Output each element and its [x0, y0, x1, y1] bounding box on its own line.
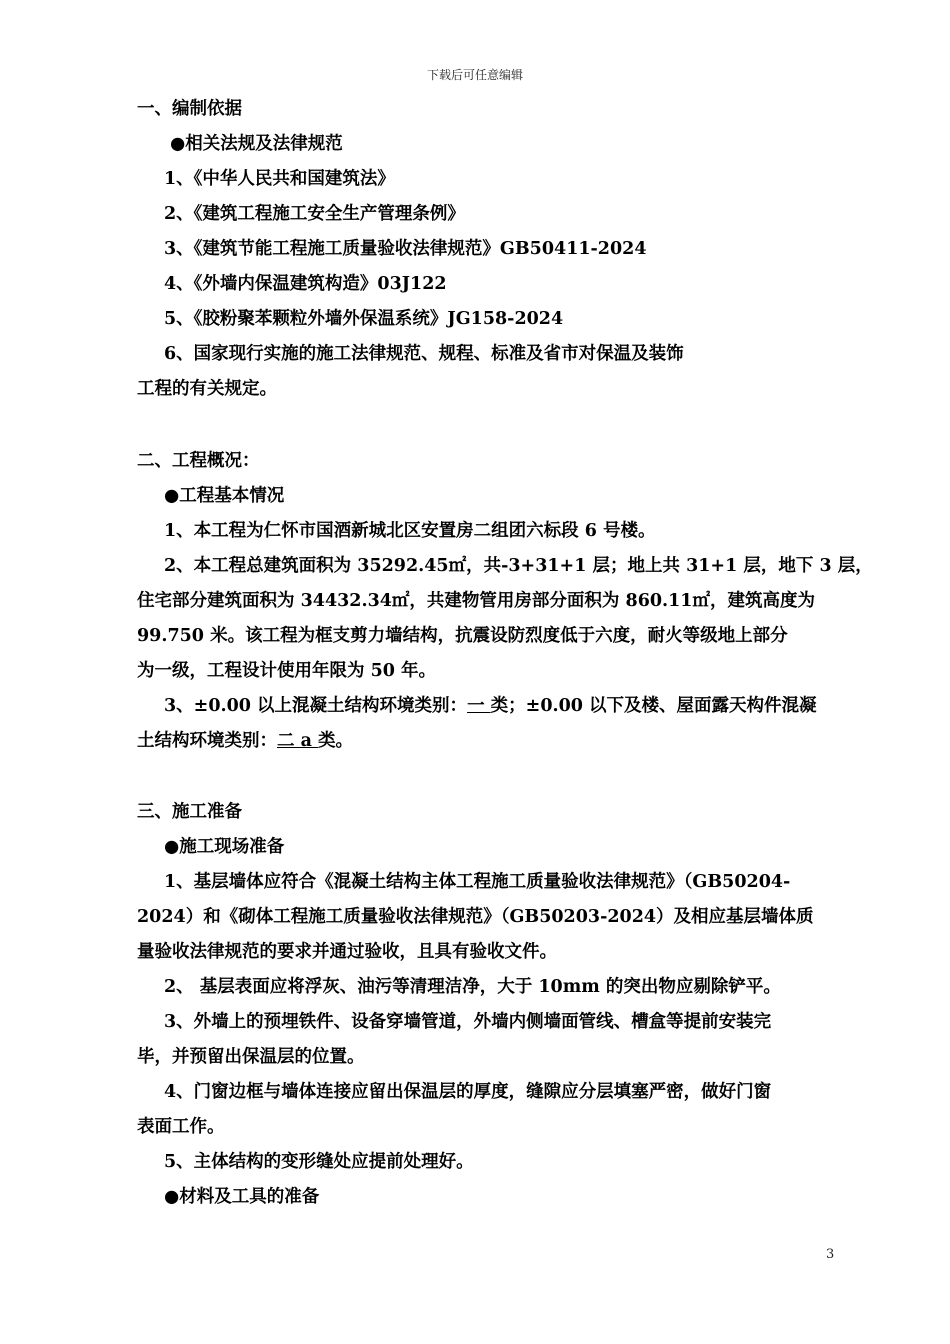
paragraph-line: 1、本工程为仁怀市国酒新城北区安置房二组团六标段 6 号楼。 [164, 521, 656, 541]
paragraph-line: 4、门窗边框与墙体连接应留出保温层的厚度，缝隙应分层填塞严密，做好门窗 [164, 1082, 772, 1102]
paragraph-line: 表面工作。 [137, 1117, 225, 1137]
text-run: 土结构环境类别： [137, 731, 277, 751]
list-item: 1、《中华人民共和国建筑法》 [164, 169, 395, 189]
list-item: 5、《胶粉聚苯颗粒外墙外保温系统》JG158-2024 [164, 309, 564, 329]
paragraph-line: 2、 基层表面应将浮灰、油污等清理洁净，大于 10mm 的突出物应剔除铲平。 [164, 977, 781, 997]
page-header: 下载后可任意编辑 [426, 68, 523, 82]
paragraph-line: 1、基层墙体应符合《混凝土结构主体工程施工质量验收法律规范》（GB50204- [164, 872, 791, 892]
paragraph-line: 毕，并预留出保温层的位置。 [137, 1047, 365, 1067]
text-run: 3、±0.00 以上混凝土结构环境类别： [164, 696, 468, 716]
text-run: 类；±0.00 以下及楼、屋面露天构件混凝 [490, 696, 817, 716]
list-item-continuation: 工程的有关规定。 [137, 379, 277, 399]
document-body [137, 92, 873, 1215]
underlined-value: 二 a [277, 731, 319, 751]
section-3-bullet: ●材料及工具的准备 [164, 1187, 320, 1207]
paragraph-line: 5、主体结构的变形缝处应提前处理好。 [164, 1152, 474, 1172]
paragraph-line [137, 724, 837, 759]
paragraph-line [137, 689, 837, 724]
section-3-bullet: ●施工现场准备 [164, 837, 285, 857]
paragraph-line: 99.750 米。该工程为框支剪力墙结构，抗震设防烈度低于六度，耐火等级地上部分 [137, 626, 788, 646]
paragraph-line: 为一级，工程设计使用年限为 50 年。 [137, 661, 437, 681]
list-item: 4、《外墙内保温建筑构造》03J122 [164, 274, 447, 294]
paragraph-line: 3、外墙上的预埋铁件、设备穿墙管道，外墙内侧墙面管线、槽盒等提前安装完 [164, 1012, 772, 1032]
section-3-heading: 三、施工准备 [137, 802, 242, 822]
page-number: 3 [826, 1247, 835, 1262]
section-2-heading: 二、工程概况： [137, 451, 260, 471]
section-1-bullet: ●相关法规及法律规范 [170, 134, 343, 154]
section-1-heading: 一、编制依据 [137, 99, 242, 119]
underlined-value: 一 [467, 696, 491, 716]
paragraph-line: 量验收法律规范的要求并通过验收，且具有验收文件。 [137, 942, 557, 962]
paragraph-line: 2、本工程总建筑面积为 35292.45㎡，共-3+31+1 层；地上共 31+1 层，地下 3 层， [164, 556, 873, 576]
list-item: 3、《建筑节能工程施工质量验收法律规范》GB50411-2024 [164, 239, 647, 259]
paragraph-line: 住宅部分建筑面积为 34432.34㎡，共建物管用房部分面积为 860.11㎡，建筑高度为 [137, 591, 815, 611]
list-item: 6、国家现行实施的施工法律规范、规程、标准及省市对保温及装饰 [164, 344, 684, 364]
text-run: 类。 [318, 731, 354, 751]
section-2-bullet: ●工程基本情况 [164, 486, 285, 506]
list-item: 2、《建筑工程施工安全生产管理条例》 [164, 204, 465, 224]
paragraph-line: 2024）和《砌体工程施工质量验收法律规范》（GB50203-2024）及相应基层墙体质 [137, 907, 814, 927]
